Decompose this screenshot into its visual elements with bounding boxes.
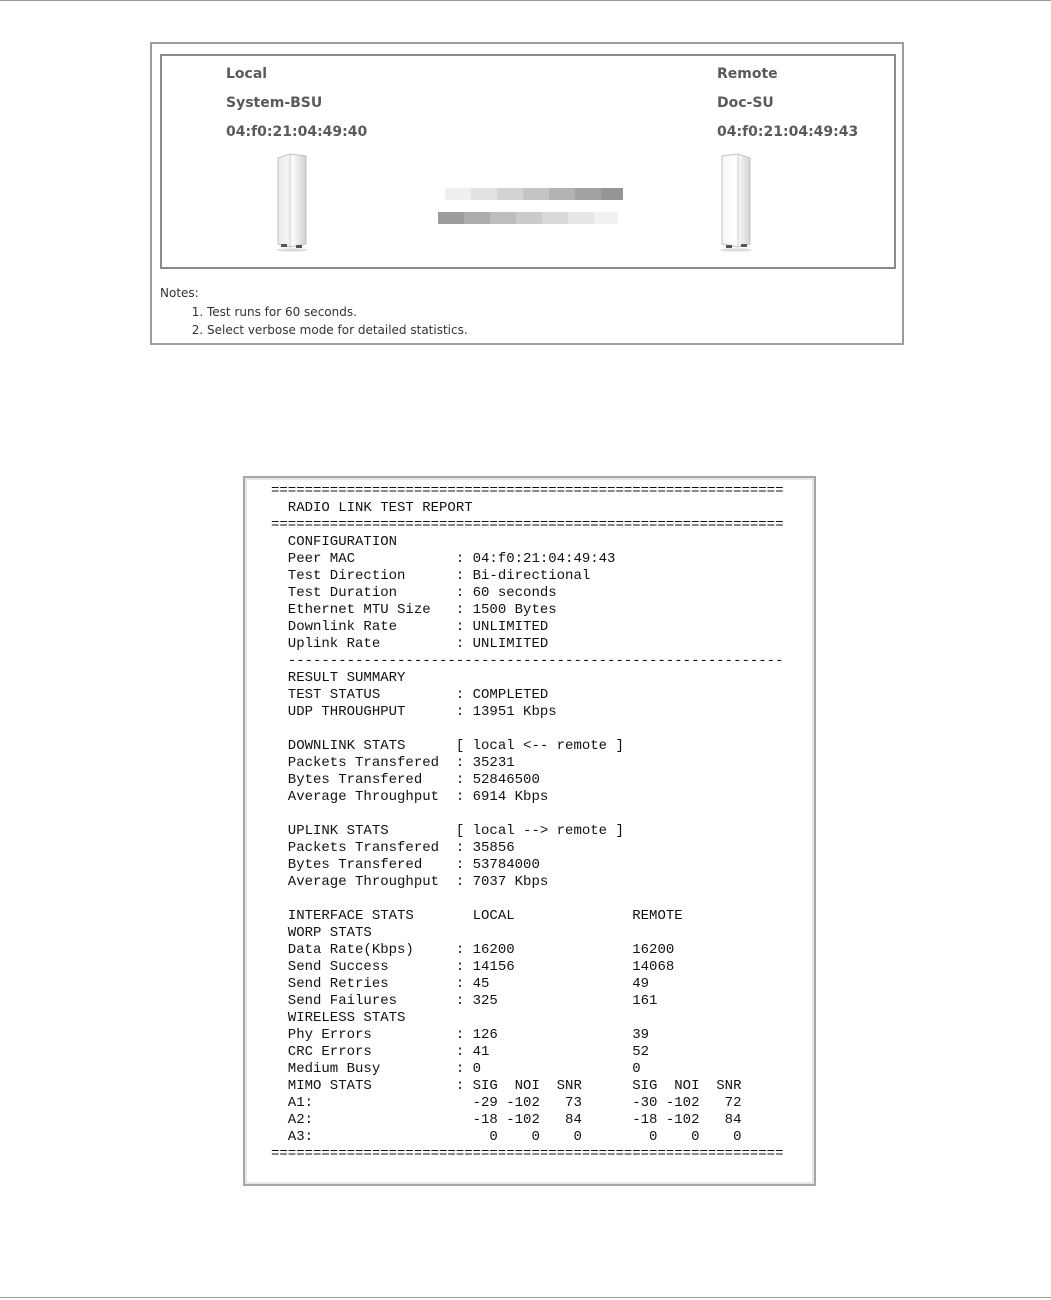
report-line: Phy Errors : 126 39	[271, 1027, 650, 1043]
report-line: Average Throughput : 7037 Kbps	[271, 874, 549, 890]
report-line: Test Direction : Bi-directional	[271, 568, 591, 584]
report-line: Uplink Rate : UNLIMITED	[271, 636, 549, 652]
link-test-panel	[150, 42, 904, 345]
report-line: MIMO STATS : SIG NOI SNR SIG NOI SNR	[271, 1078, 742, 1094]
report-line: UPLINK STATS [ local --> remote ]	[271, 823, 624, 839]
report-line: Packets Transfered : 35856	[271, 840, 515, 856]
link-test-report-panel	[243, 476, 816, 1186]
local-heading: Local	[226, 66, 268, 82]
report-line: RESULT SUMMARY	[271, 670, 406, 686]
downlink-traffic-indicator	[438, 212, 618, 224]
report-line: Downlink Rate : UNLIMITED	[271, 619, 549, 635]
report-line: Packets Transfered : 35231	[271, 755, 515, 771]
note-item: 1. Test runs for 60 seconds.	[207, 303, 468, 321]
remote-heading: Remote	[717, 66, 778, 82]
report-line: UDP THROUGHPUT : 13951 Kbps	[271, 704, 557, 720]
report-line: Peer MAC : 04:f0:21:04:49:43	[271, 551, 616, 567]
report-line: A3: 0 0 0 0 0 0	[271, 1129, 742, 1145]
report-line: Send Failures : 325 161	[271, 993, 658, 1009]
report-line: INTERFACE STATS LOCAL REMOTE	[271, 908, 683, 924]
report-line: =============================================================	[271, 517, 784, 533]
report-line: DOWNLINK STATS [ local <-- remote ]	[271, 738, 624, 754]
report-line: CONFIGURATION	[271, 534, 398, 550]
uplink-traffic-indicator	[445, 188, 623, 200]
notes-list	[160, 303, 468, 339]
report-line: Send Success : 14156 14068	[271, 959, 675, 975]
report-line: A2: -18 -102 84 -18 -102 84	[271, 1112, 742, 1128]
report-line: Average Throughput : 6914 Kbps	[271, 789, 549, 805]
report-line: WORP STATS	[271, 925, 372, 941]
link-diagram	[160, 54, 896, 269]
remote-device-name: Doc-SU	[717, 95, 774, 111]
notes-section	[160, 286, 468, 339]
report-text	[271, 483, 783, 1163]
report-line: Medium Busy : 0 0	[271, 1061, 641, 1077]
page-bottom-rule	[0, 1297, 1051, 1298]
report-line: TEST STATUS : COMPLETED	[271, 687, 549, 703]
local-radio-unit-icon	[272, 152, 314, 252]
local-mac-address: 04:f0:21:04:49:40	[226, 124, 368, 140]
local-device-name: System-BSU	[226, 95, 323, 111]
report-line: Bytes Transfered : 52846500	[271, 772, 540, 788]
report-line: WIRELESS STATS	[271, 1010, 406, 1026]
report-line: A1: -29 -102 73 -30 -102 72	[271, 1095, 742, 1111]
report-line: Data Rate(Kbps) : 16200 16200	[271, 942, 675, 958]
report-line: Test Duration : 60 seconds	[271, 585, 557, 601]
report-line: =============================================================	[271, 483, 784, 499]
remote-radio-unit-icon	[714, 152, 756, 252]
notes-title: Notes:	[160, 286, 199, 300]
report-line: CRC Errors : 41 52	[271, 1044, 650, 1060]
report-line: Bytes Transfered : 53784000	[271, 857, 540, 873]
remote-mac-address: 04:f0:21:04:49:43	[717, 124, 859, 140]
report-line: =============================================================	[271, 1146, 784, 1162]
report-line: Send Retries : 45 49	[271, 976, 650, 992]
report-line: RADIO LINK TEST REPORT	[271, 500, 473, 516]
report-line: Ethernet MTU Size : 1500 Bytes	[271, 602, 557, 618]
page-top-rule	[0, 0, 1051, 1]
note-item: 2. Select verbose mode for detailed statistics.	[207, 321, 468, 339]
report-line: -----------------------------------------------------------	[271, 653, 784, 669]
